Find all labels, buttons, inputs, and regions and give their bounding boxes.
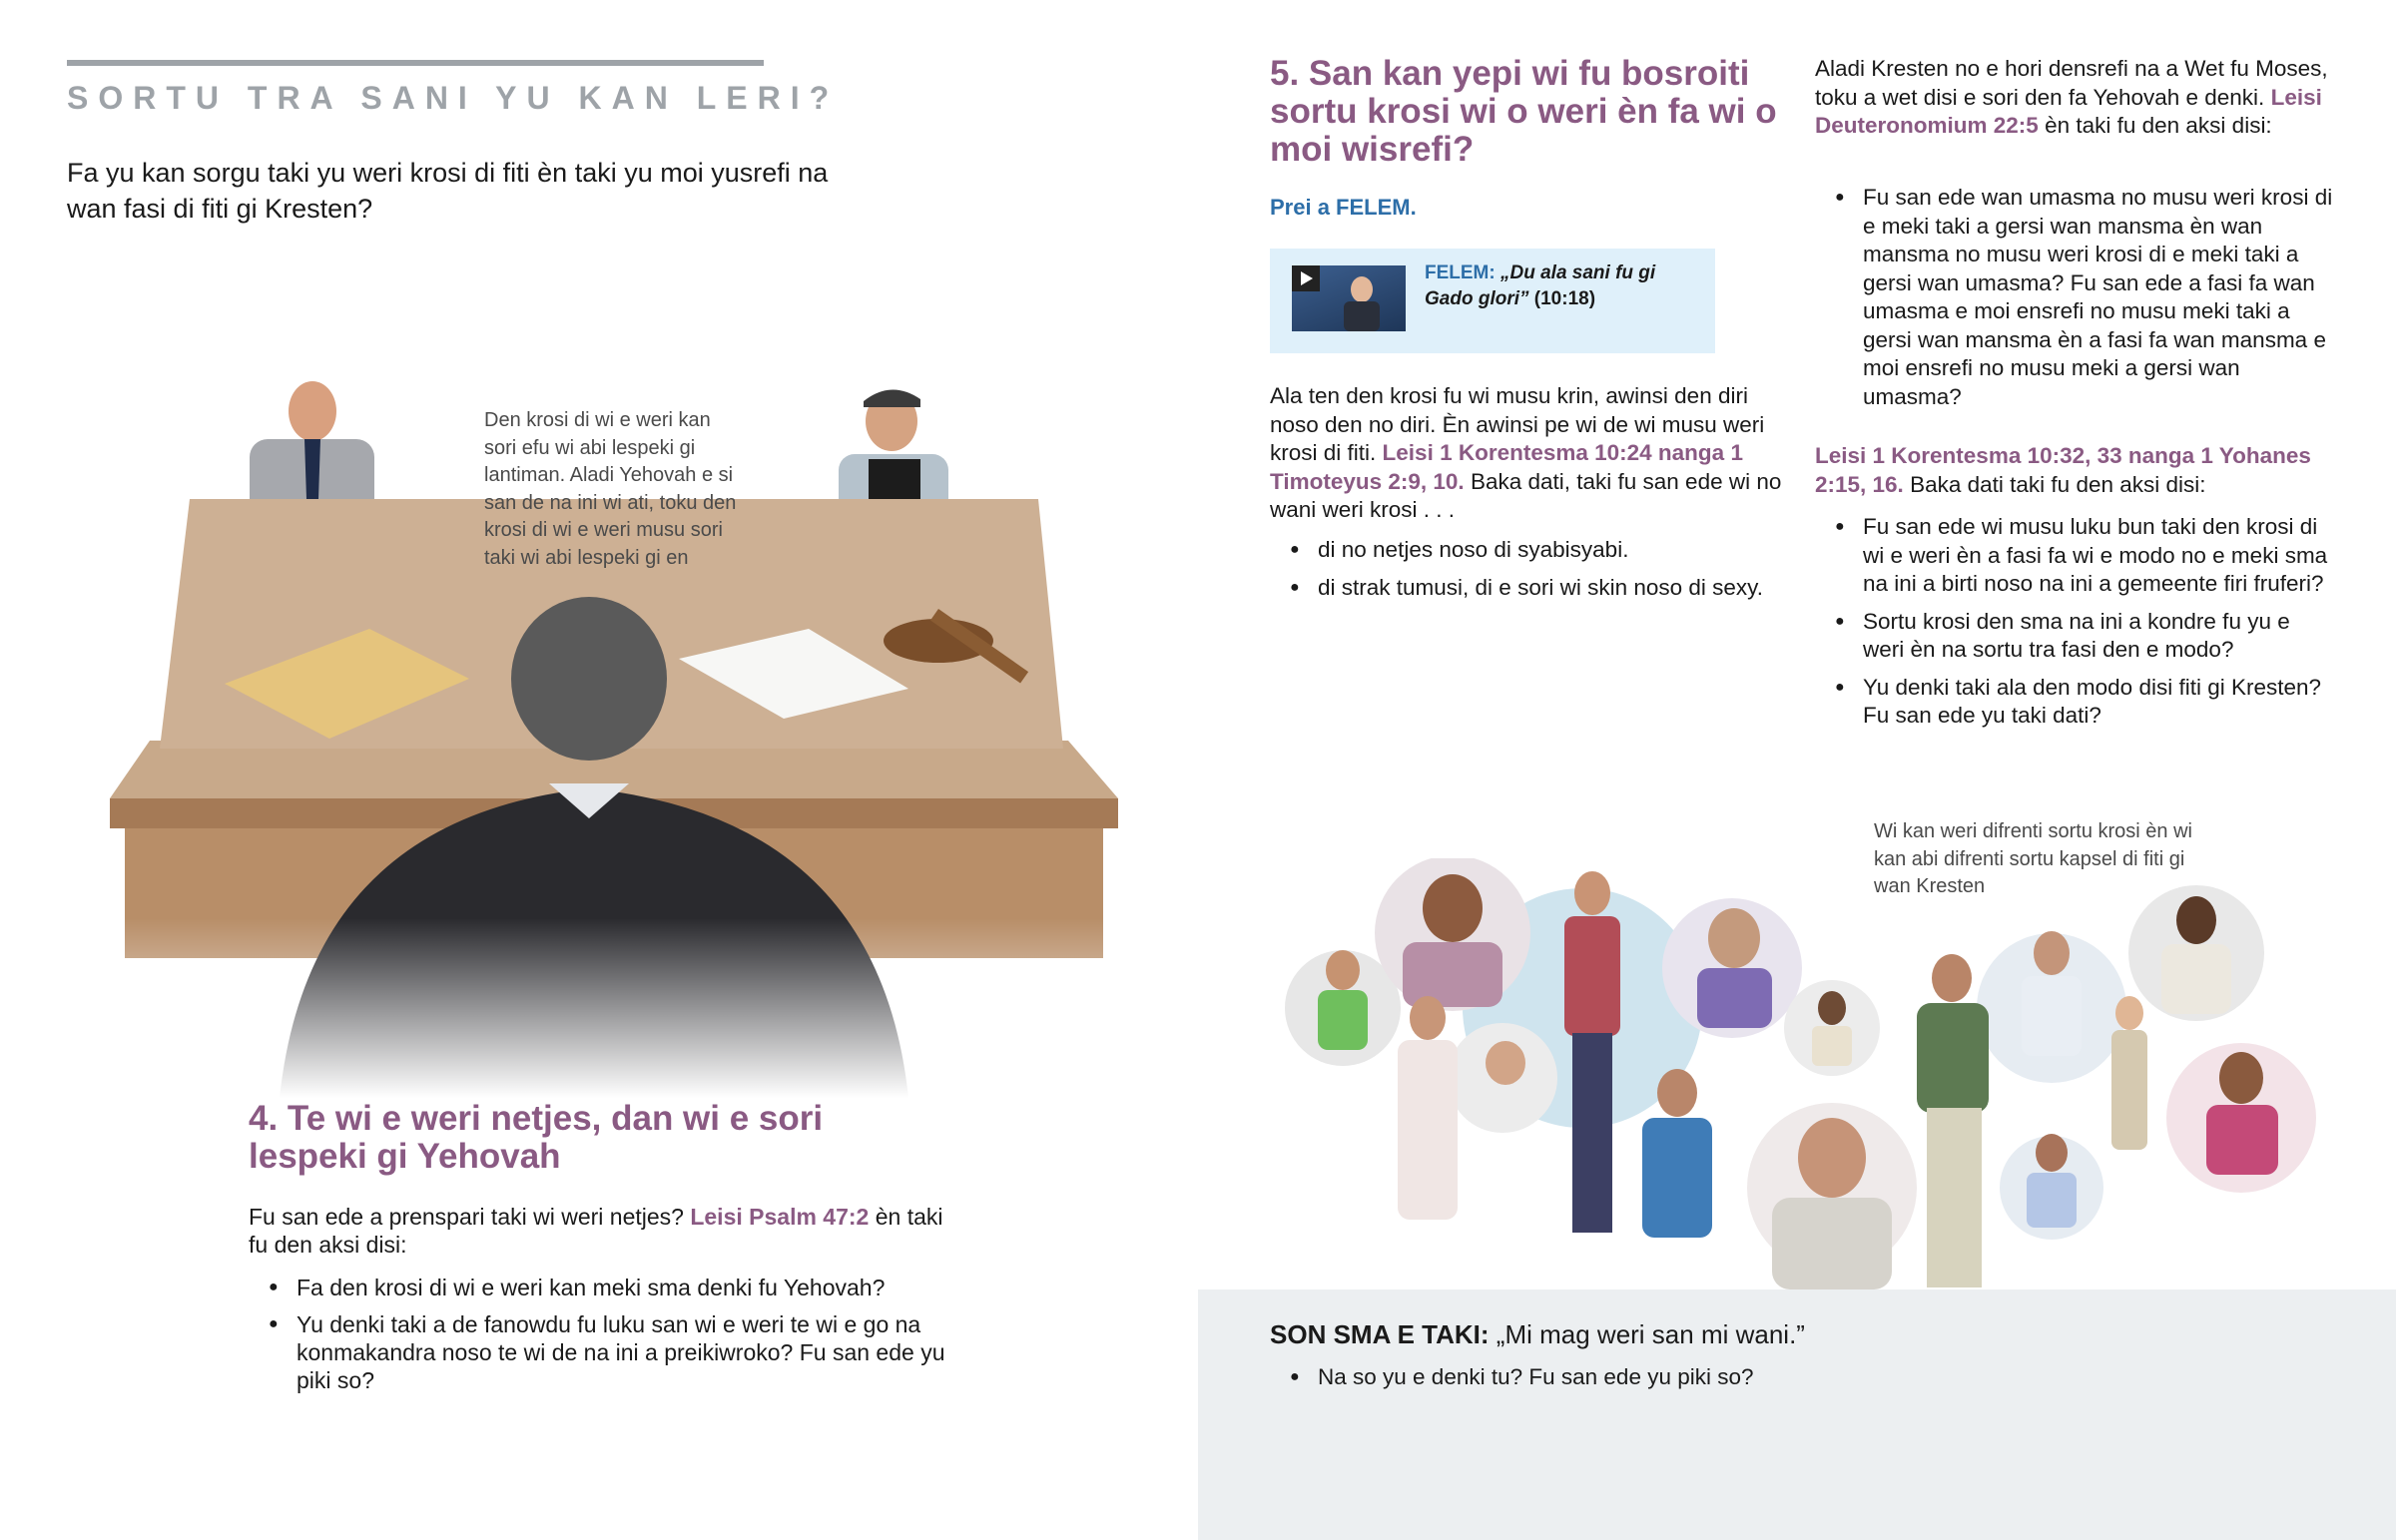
section-rule [67, 60, 764, 66]
scripture-link-psalm[interactable]: Leisi Psalm 47:2 [690, 1204, 870, 1230]
para-text: Baka dati taki fu den aksi disi: [1910, 471, 2206, 497]
question-item: ● Fu san ede wi musu luku bun taki den krosi di wi e weri èn a fasi fa wi e modo no e meki sma na ini a birti noso na ini a gemeente firi fruferi? [1815, 513, 2334, 599]
para-text: èn taki fu den aksi disi: [249, 1204, 943, 1258]
para-text: èn taki fu den aksi disi: [2045, 113, 2272, 138]
column2-paragraph [1815, 55, 2354, 141]
scripture-link-deuteronomy[interactable]: Leisi Deuteronomium 22:5 [1815, 84, 2322, 138]
video-title[interactable]: „Du ala sani fu gi Gado glori” [1425, 262, 1656, 309]
para-text: Aladi Kresten no e hori densrefi na a Wet fu Moses, toku a wet disi e sori den fa Yehovah e denki. [1815, 56, 2328, 110]
section-5-heading: 5. San kan yepi wi fu bosroiti sortu krosi wi o weri èn fa wi o moi wisrefi? [1270, 54, 1777, 169]
scripture-link-corinthians[interactable]: Leisi 1 Korentesma 10:24 nanga 1 Timoteyus 2:9, 10. [1270, 440, 1743, 494]
para-text: Ala ten den krosi fu wi musu krin, awinsi den diri noso den no diri. Èn awinsi pe wi de wi musu weri krosi di fiti. [1270, 383, 1765, 465]
section-4-paragraph [249, 1203, 947, 1259]
quote-text: „Mi mag weri san mi wani.” [1496, 1319, 1805, 1349]
list-item: ● di strak tumusi, di e sori wi skin noso di sexy. [1270, 574, 1809, 603]
question-item: ● Fu san ede wan umasma no musu weri krosi di e meki taki a gersi wan mansma èn wan mansma no musu weri krosi di e meki taki a gersi wan umasma? Fu san ede a fasi fa wan umasma e moi ensrefi no musu meki taki a gersi wan mansma èn a fasi fa wan mansma e moi ensrefi no musu meki a gersi wan umasma? [1815, 184, 2334, 411]
quote-box-questions [1270, 1363, 2168, 1392]
quote-label: SON SMA E TAKI: [1270, 1319, 1490, 1349]
court-caption: Den krosi di wi e weri kan sori efu wi abi lespeki gi lantiman. Aladi Yehovah e si san de na ini wi ati, toku den krosi di wi e weri musu sori taki wi abi lespeki gi en [484, 409, 737, 569]
video-duration: (10:18) [1533, 288, 1596, 309]
question-item: ● Na so yu e denki tu? Fu san ede yu piki so? [1270, 1363, 2168, 1392]
list-item: ● di no netjes noso di syabisyabi. [1270, 536, 1809, 565]
video-card[interactable] [1270, 249, 1715, 353]
quote-box-heading [1270, 1317, 2168, 1351]
people-caption: Wi kan weri difrenti sortu krosi èn wi kan abi difrenti sortu kapsel di fiti gi wan Kresten [1874, 820, 2192, 897]
video-description [1425, 260, 1704, 312]
section-4-heading: 4. Te wi e weri netjes, dan wi e sori lespeki gi Yehovah [249, 1099, 824, 1176]
video-label: FELEM: [1425, 262, 1496, 283]
play-icon[interactable] [1292, 265, 1320, 291]
speaker-figure [1332, 273, 1392, 331]
section-kicker: SORTU TRA SANI YU KAN LERI? [67, 80, 840, 116]
question-item: ● Fa den krosi di wi e weri kan meki sma denki fu Yehovah? [249, 1274, 947, 1301]
column2-questions-a [1815, 184, 2334, 411]
section-5-paragraph [1270, 382, 1789, 525]
people-illustration [1273, 858, 2316, 1289]
para-text: Baka dati, taki fu san ede wi no wani weri krosi . . . [1270, 468, 1782, 522]
section-5-list [1270, 536, 1809, 611]
question-item: ● Yu denki taki a de fanowdu fu luku san wi e weri te wi e go na konmakandra noso te wi de na ini a preikiwroko? Fu san ede yu piki so? [249, 1310, 947, 1394]
scripture-link-corinthians-john[interactable]: Leisi 1 Korentesma 10:32, 33 nanga 1 Yohanes 2:15, 16. [1815, 443, 2311, 497]
column2-questions-b [1815, 513, 2334, 740]
question-item: ● Yu denki taki ala den modo disi fiti gi Kresten? Fu san ede yu taki dati? [1815, 674, 2334, 731]
question-item: ● Sortu krosi den sma na ini a kondre fu yu e weri èn na sortu tra fasi den e modo? [1815, 608, 2334, 665]
para-text: Fu san ede a prenspari taki wi weri netjes? [249, 1204, 684, 1230]
section-4-questions [249, 1274, 947, 1403]
watch-video-prompt: Prei a FELEM. [1270, 195, 1417, 220]
column2-paragraph-2 [1815, 442, 2334, 499]
intro-question: Fa yu kan sorgu taki yu weri krosi di fiti èn taki yu moi yusrefi na wan fasi di fiti gi Kresten? [67, 158, 829, 224]
video-thumbnail[interactable] [1292, 265, 1406, 331]
